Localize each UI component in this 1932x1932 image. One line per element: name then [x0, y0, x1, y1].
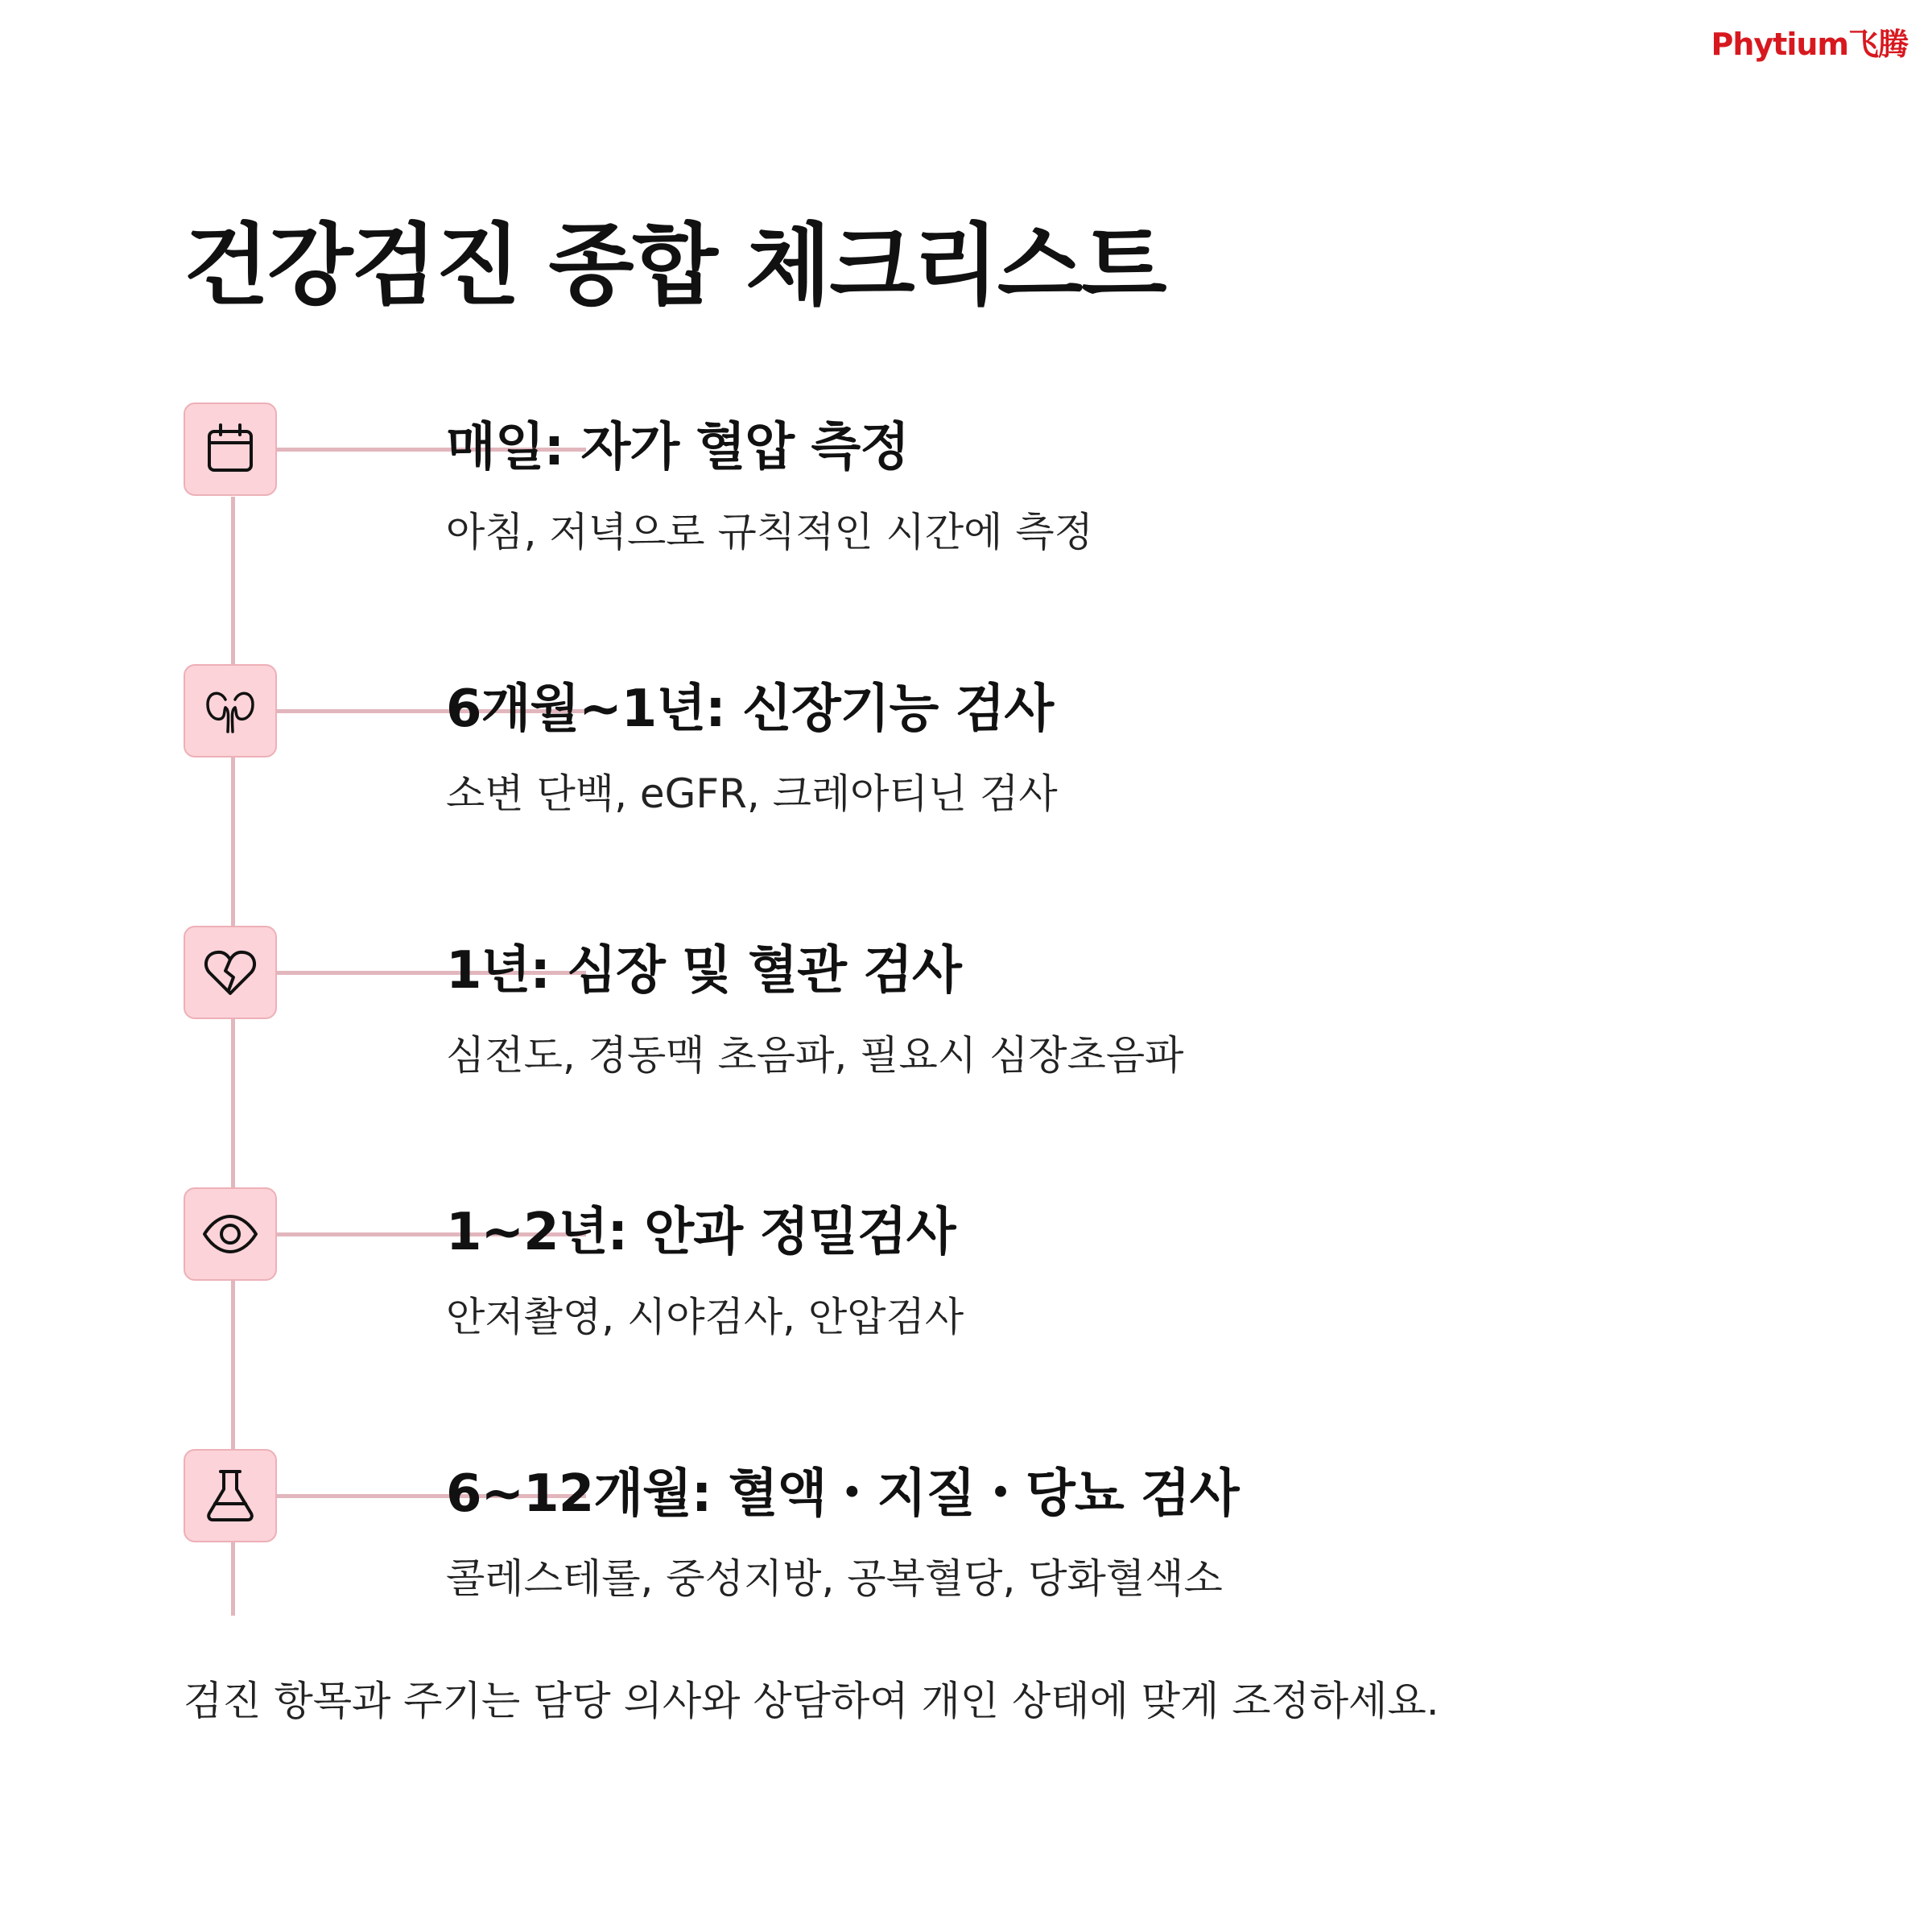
item-title: 6~12개월: 혈액・지질・당뇨 검사 [446, 1464, 1239, 1524]
checklist-item-eye [184, 1187, 1794, 1429]
footer-note: 검진 항목과 주기는 담당 의사와 상담하여 개인 상태에 맞게 조정하세요. [184, 1678, 1439, 1724]
flask-icon [184, 1449, 277, 1542]
checklist-item-heart [184, 926, 1794, 1167]
item-title: 6개월~1년: 신장기능 검사 [446, 679, 1054, 739]
item-description: 심전도, 경동맥 초음파, 필요시 심장초음파 [446, 1032, 1184, 1079]
item-title: 매일: 자가 혈압 측정 [446, 418, 910, 477]
item-description: 콜레스테롤, 중성지방, 공복혈당, 당화혈색소 [446, 1555, 1223, 1602]
item-description: 소변 단백, eGFR, 크레아티닌 검사 [446, 770, 1058, 817]
eye-icon [184, 1187, 277, 1281]
checklist-item-daily-bp [184, 402, 1794, 644]
item-description: 안저촬영, 시야검사, 안압검사 [446, 1294, 964, 1340]
checklist-item-blood [184, 1449, 1794, 1690]
calendar-icon [184, 402, 277, 496]
kidney-icon [184, 664, 277, 758]
item-title: 1년: 심장 및 혈관 검사 [446, 941, 961, 1001]
item-description: 아침, 저녁으로 규칙적인 시간에 측정 [446, 509, 1093, 555]
brand-logo: Phytium飞腾 [1711, 27, 1908, 62]
checklist-item-kidney [184, 664, 1794, 906]
page-title: 건강검진 종합 체크리스트 [184, 214, 1166, 317]
item-title: 1~2년: 안과 정밀검사 [446, 1203, 956, 1262]
heart-icon [184, 926, 277, 1019]
